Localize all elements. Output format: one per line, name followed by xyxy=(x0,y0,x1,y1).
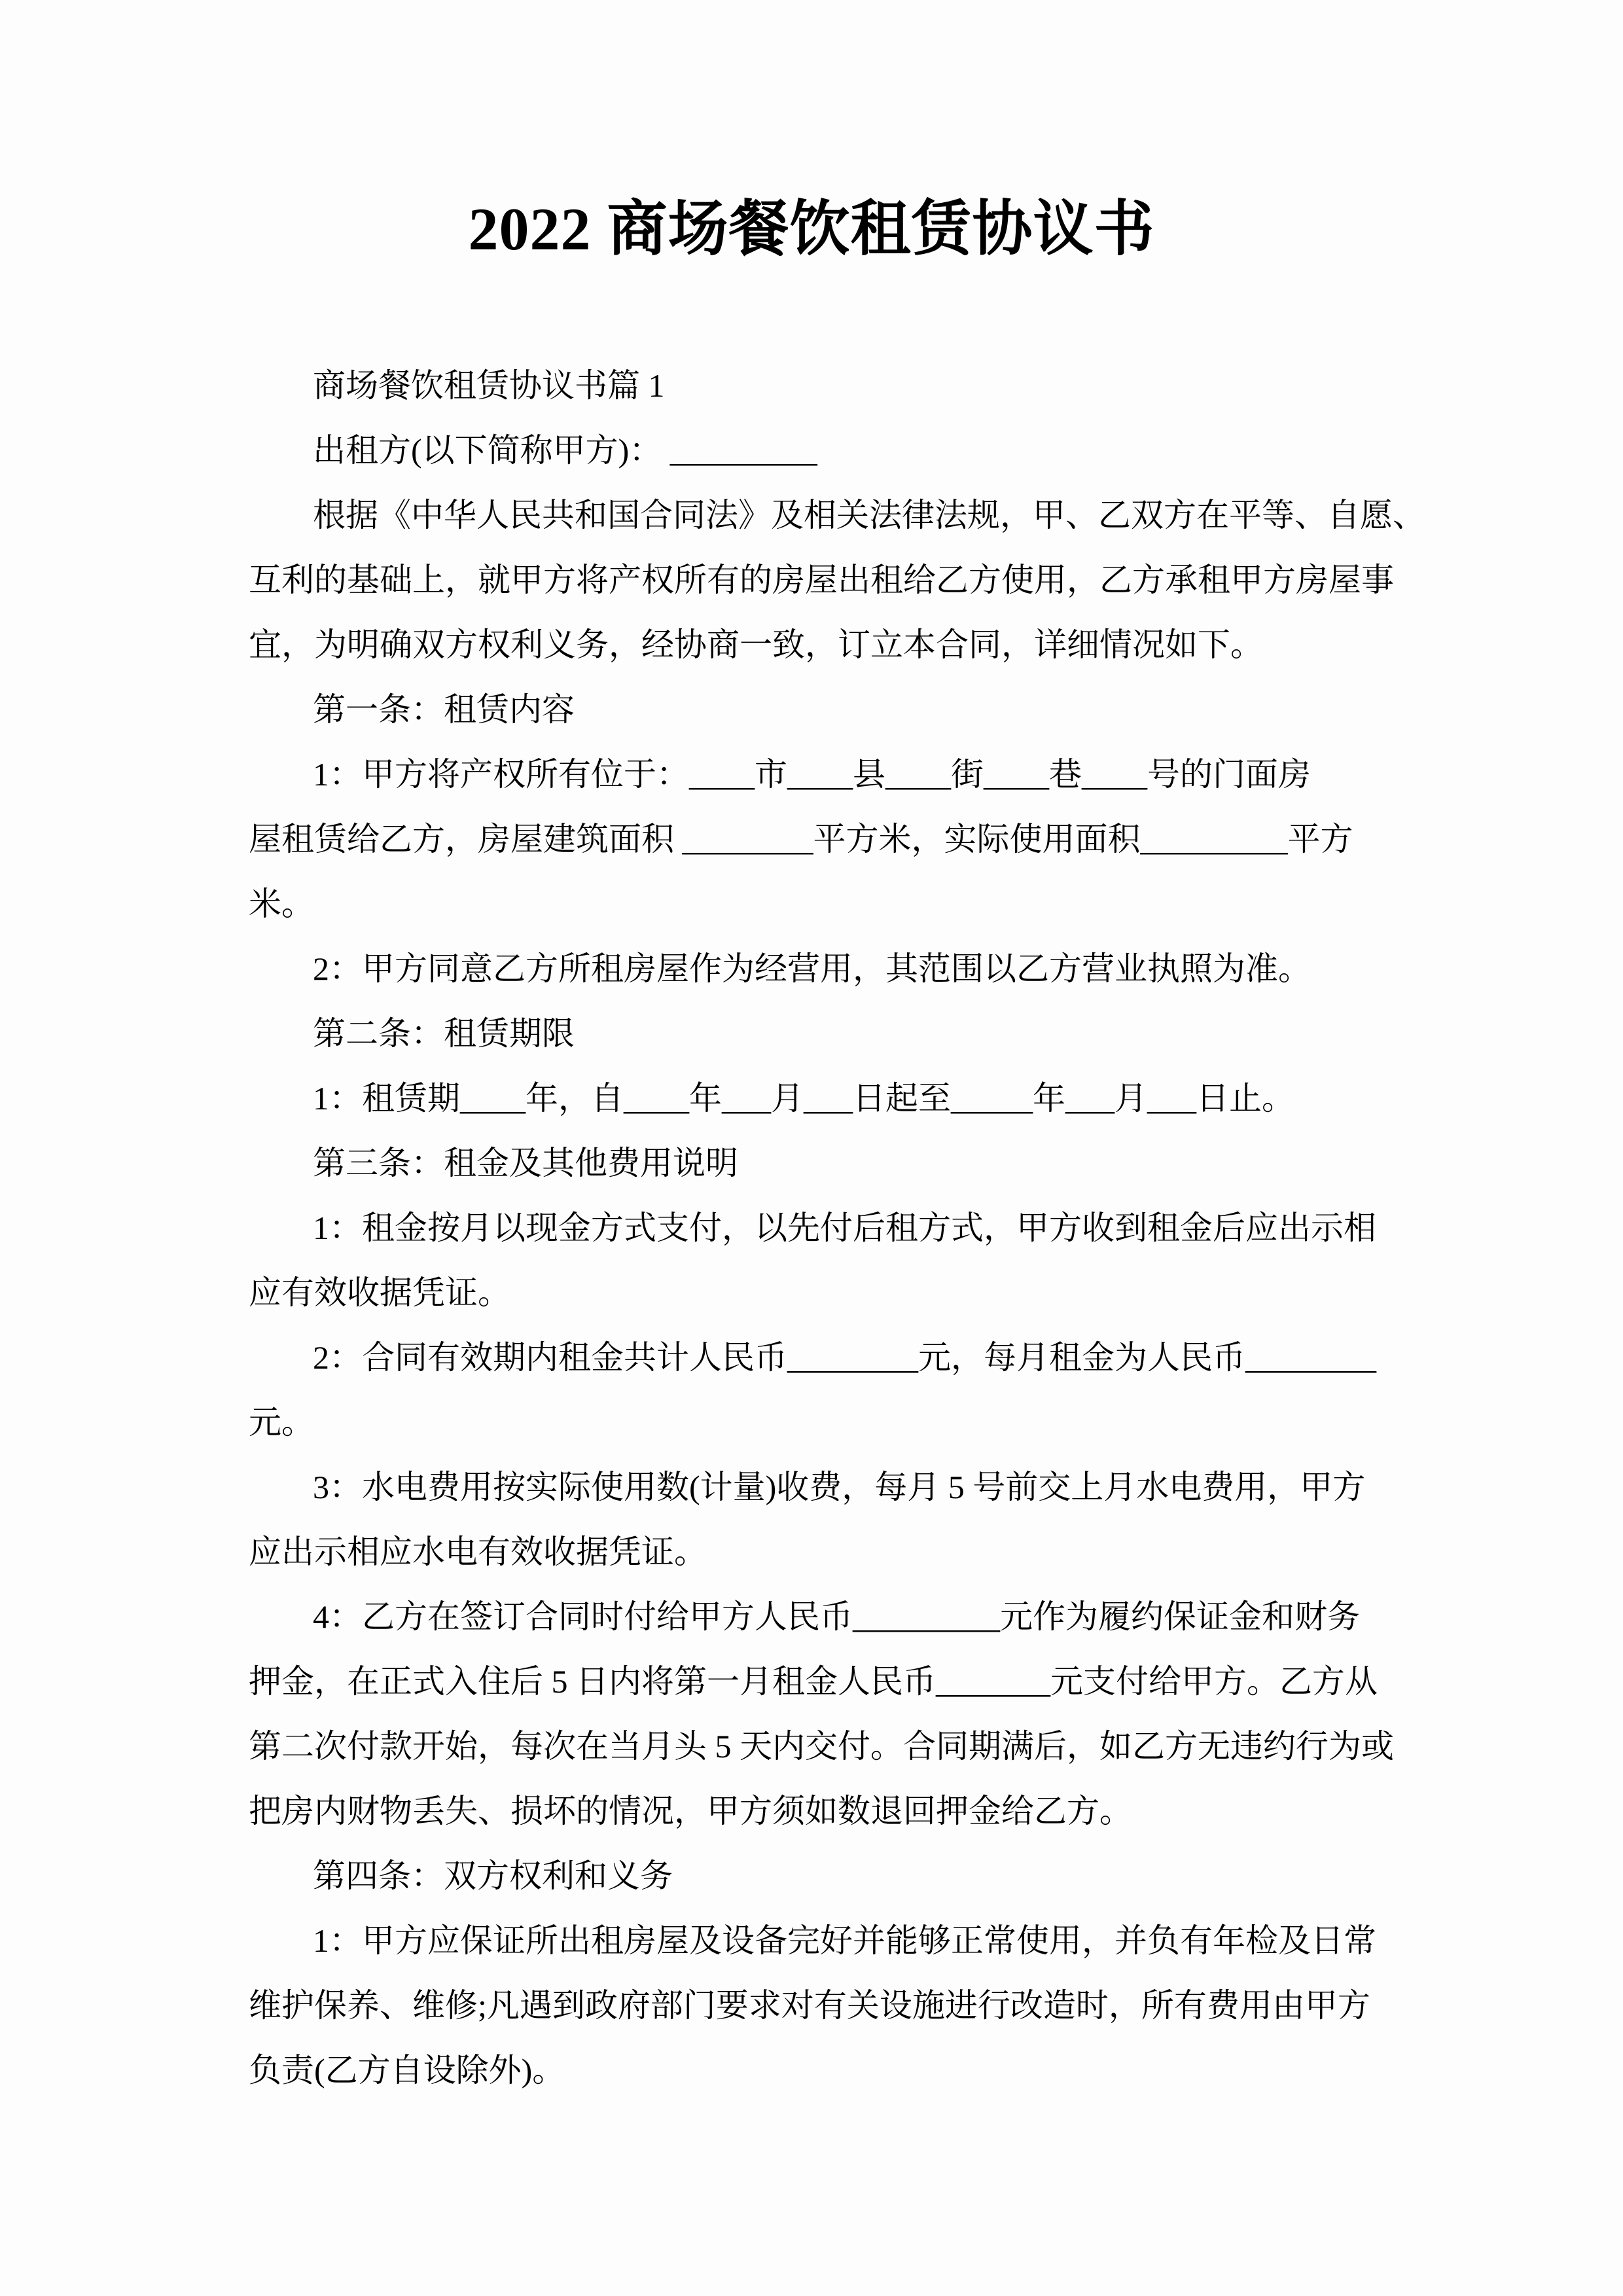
document-title: 2022 商场餐饮租赁协议书 xyxy=(468,196,1155,262)
document-line: 应出示相应水电有效收据凭证。 xyxy=(249,1534,707,1570)
document-line: 把房内财物丢失、损坏的情况，甲方须如数退回押金给乙方。 xyxy=(249,1793,1132,1829)
document-line: 第二次付款开始，每次在当月头 5 天内交付。合同期满后，如乙方无违约行为或 xyxy=(249,1728,1394,1765)
document-line: 商场餐饮租赁协议书篇 1 xyxy=(313,367,665,404)
document-line: 第二条：租赁期限 xyxy=(313,1015,575,1052)
document-line: 第三条：租金及其他费用说明 xyxy=(313,1145,738,1181)
document-line: 维护保养、维修;凡遇到政府部门要求对有关设施进行改造时，所有费用由甲方 xyxy=(249,1987,1370,2024)
document-line: 4：乙方在签订合同时付给甲方人民币_________元作为履约保证金和财务 xyxy=(313,1598,1360,1635)
document-line: 押金，在正式入住后 5 日内将第一月租金人民币_______元支付给甲方。乙方从 xyxy=(249,1663,1378,1700)
document-line: 应有效收据凭证。 xyxy=(249,1274,510,1311)
document-line: 1：租金按月以现金方式支付，以先付后租方式，甲方收到租金后应出示相 xyxy=(313,1210,1376,1246)
document-line: 屋租赁给乙方，房屋建筑面积 ________平方米，实际使用面积_________平方 xyxy=(249,821,1353,857)
document-line: 元。 xyxy=(249,1404,314,1441)
document-line: 3：水电费用按实际使用数(计量)收费，每月 5 号前交上月水电费用，甲方 xyxy=(313,1469,1366,1505)
document-line: 互利的基础上，就甲方将产权所有的房屋出租给乙方使用，乙方承租甲方房屋事 xyxy=(249,562,1394,598)
document-line: 出租方(以下简称甲方)： _________ xyxy=(313,432,817,469)
document-line: 1：租赁期____年，自____年___月___日起至_____年___月___日止。 xyxy=(313,1080,1294,1117)
document-line: 宜，为明确双方权利义务，经协商一致，订立本合同，详细情况如下。 xyxy=(249,626,1263,663)
document-line: 第一条：租赁内容 xyxy=(313,691,575,728)
document-line: 第四条：双方权利和义务 xyxy=(313,1857,673,1894)
document-line: 1：甲方应保证所出租房屋及设备完好并能够正常使用，并负有年检及日常 xyxy=(313,1922,1376,1959)
document-line: 根据《中华人民共和国合同法》及相关法律法规，甲、乙双方在平等、自愿、 xyxy=(313,497,1425,533)
document-line: 米。 xyxy=(249,886,314,922)
document-line: 1：甲方将产权所有位于：____市____县____街____巷____号的门面房 xyxy=(313,756,1311,793)
document-line: 2：甲方同意乙方所租房屋作为经营用，其范围以乙方营业执照为准。 xyxy=(313,950,1311,987)
document-line: 2：合同有效期内租金共计人民币________元，每月租金为人民币________ xyxy=(313,1339,1376,1376)
document-body xyxy=(249,353,1425,2103)
document-line: 负责(乙方自设除外)。 xyxy=(249,2052,565,2089)
